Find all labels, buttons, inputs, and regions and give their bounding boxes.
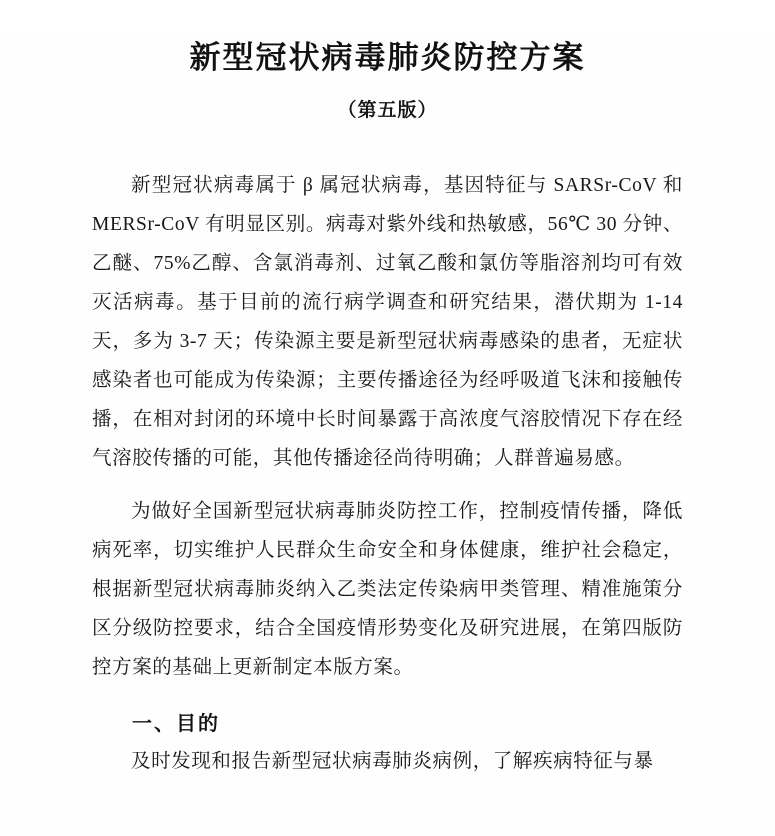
document-edition-subtitle: （第五版） (337, 99, 438, 121)
paragraph-plan-purpose-background: 为做好全国新型冠状病毒肺炎防控工作，控制疫情传播，降低病死率，切实维护人民群众生命安全和身体健康，维护社会稳定，根据新型冠状病毒肺炎纳入乙类法定传染病甲类管理、精准施策分区分级防控要求，结合全国疫情形势变化及研究进展，在第四版防控方案的基础上更新制定本版方案。 (92, 501, 683, 678)
section-heading-objective: 一、目的 (132, 713, 220, 735)
document-title: 新型冠状病毒肺炎防控方案 (189, 40, 586, 76)
paragraph-virus-characteristics: 新型冠状病毒属于 β 属冠状病毒，基因特征与 SARSr-CoV 和 MERSr-CoV 有明显区别。病毒对紫外线和热敏感，56℃ 30 分钟、乙醚、75%乙醇、含氯消毒剂、过氧乙酸和氯仿等脂溶剂均可有效灭活病毒。基于目前的流行病学调查和研究结果，潜伏期为 1-14 天，多为 3-7 天；传染源主要是新型冠状病毒感染的患者，无症状感染者也可能成为传染源；主要传播途径为经呼吸道飞沫和接触传播，在相对封闭的环境中长时间暴露于高浓度气溶胶情况下存在经气溶胶传播的可能，其他传播途径尚待明确；人群普遍易感。 (92, 175, 683, 469)
document-page (0, 32, 775, 836)
paragraph-objective-text: 及时发现和报告新型冠状病毒肺炎病例，了解疾病特征与暴 (131, 751, 654, 772)
document-body (92, 166, 683, 781)
